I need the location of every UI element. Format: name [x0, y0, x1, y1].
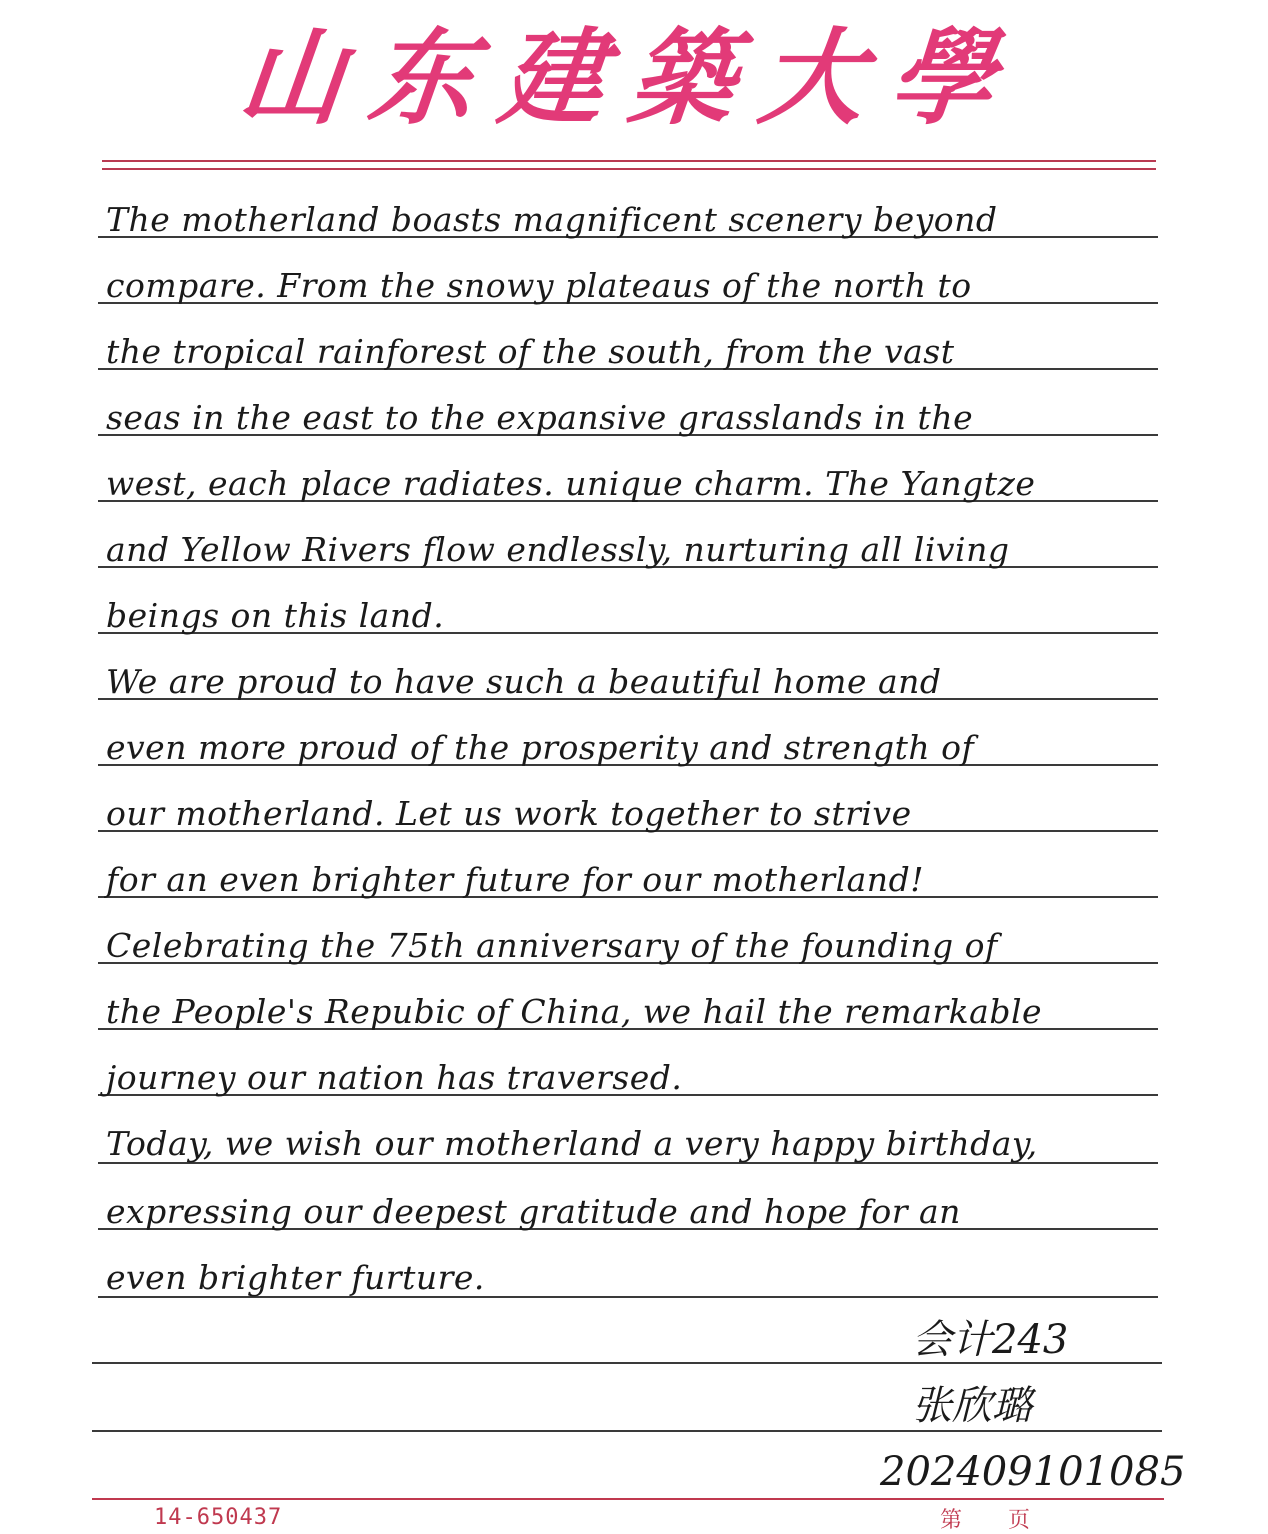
text-line: The motherland boasts magnificent scenery beyond	[106, 200, 998, 239]
text-line: Celebrating the 75th anniversary of the founding of	[106, 926, 998, 965]
text-line: west, each place radiates. unique charm. The Yangtze	[106, 464, 1036, 503]
text-line: expressing our deepest gratitude and hope for an	[106, 1192, 961, 1231]
text-line: journey our nation has traversed.	[106, 1058, 683, 1097]
signature-student-id: 202409101085	[880, 1449, 1186, 1495]
text-line: even more proud of the prosperity and strength of	[106, 728, 975, 767]
letterhead	[0, 0, 1268, 150]
text-line: beings on this land.	[106, 596, 445, 635]
signature-name: 张欣璐	[912, 1383, 1032, 1429]
text-line: Today, we wish our motherland a very happy birthday,	[106, 1124, 1038, 1163]
page-label: 第页	[940, 1508, 1077, 1533]
header-rule-top	[102, 160, 1156, 162]
text-line: for an even brighter future for our motherland!	[106, 860, 924, 899]
text-line: compare. From the snowy plateaus of the north to	[106, 266, 972, 305]
text-line: seas in the east to the expansive grasslands in the	[106, 398, 974, 437]
text-line: We are proud to have such a beautiful home and	[106, 662, 942, 701]
text-line: and Yellow Rivers flow endlessly, nurturing all living	[106, 530, 1010, 569]
paper-code: 14-650437	[154, 1505, 283, 1530]
text-line: the tropical rainforest of the south, from the vast	[106, 332, 955, 371]
text-line: our motherland. Let us work together to strive	[106, 794, 912, 833]
ruled-line	[92, 1430, 1162, 1432]
footer-rule	[92, 1498, 1164, 1500]
header-rule-bottom	[102, 168, 1156, 170]
signature-class: 会计243	[912, 1317, 1069, 1363]
university-name: 山东建築大學	[233, 16, 1027, 139]
text-line: the People's Repubic of China, we hail the remarkable	[106, 992, 1043, 1031]
text-line: even brighter furture.	[106, 1258, 485, 1297]
